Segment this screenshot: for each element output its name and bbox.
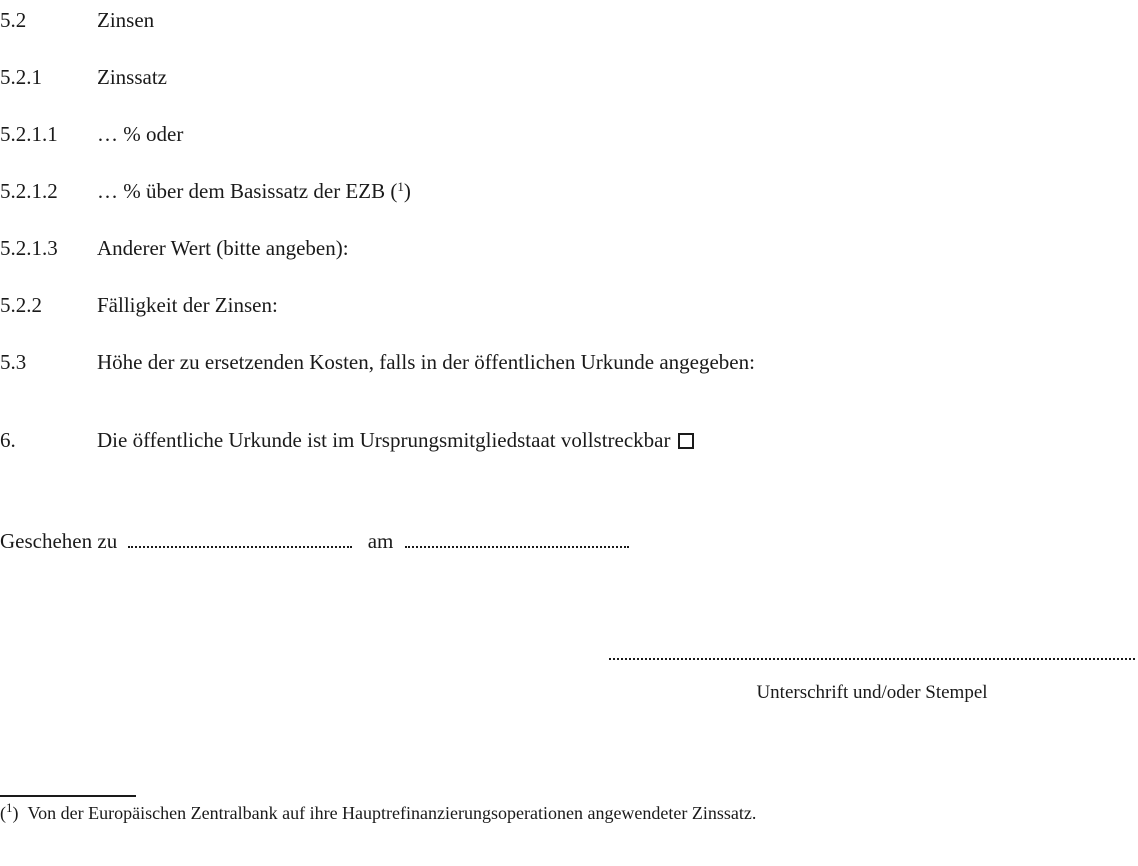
enforceable-checkbox[interactable] (678, 433, 694, 449)
section-number: 5.2 (0, 8, 27, 32)
section-text: Fälligkeit der Zinsen: (97, 293, 278, 317)
section-number: 5.2.1.1 (0, 122, 58, 146)
signature-line[interactable] (609, 658, 1135, 660)
section-text: Zinssatz (97, 65, 167, 89)
place-date-middle: am (367, 529, 394, 553)
section-number: 5.3 (0, 350, 27, 374)
section-text: Höhe der zu ersetzenden Kosten, falls in der öffentlichen Urkunde angegeben: (97, 350, 755, 374)
section-text: Die öffentliche Urkunde ist im Ursprungsmitgliedstaat vollstreckbar (97, 428, 671, 452)
section-number: 5.2.1 (0, 65, 42, 89)
section-text: … % oder (97, 122, 184, 146)
closing-paren: ) (403, 179, 411, 203)
section-text-group (97, 427, 694, 453)
section-text: … % über dem Basissatz der EZB ( (97, 179, 398, 203)
footnote-marker: 1 (6, 800, 13, 815)
footnote-divider (0, 795, 136, 797)
place-date-line (0, 528, 629, 554)
footnote-text: Von der Europäischen Zentralbank auf ihre Hauptrefinanzierungsoperationen angewendeter Zinssatz. (27, 803, 757, 823)
section-number: 5.2.2 (0, 293, 42, 317)
date-blank[interactable] (405, 528, 629, 548)
section-number: 5.2.1.2 (0, 179, 58, 203)
footnote-reference: 1 (397, 179, 404, 194)
section-number: 5.2.1.3 (0, 236, 58, 260)
section-text: Zinsen (97, 8, 155, 32)
section-number: 6. (0, 428, 16, 452)
signature-label: Unterschrift und/oder Stempel (756, 682, 988, 703)
place-date-prefix: Geschehen zu (0, 529, 118, 553)
section-text-group (97, 178, 411, 204)
place-blank[interactable] (128, 528, 352, 548)
footnote: ($^1$) Von der Europäischen Zentralbank auf ihre Hauptrefinanzierungsoperationen angewendeter Zinssatz. (0, 800, 757, 823)
section-text: Anderer Wert (bitte angeben): (97, 236, 349, 260)
